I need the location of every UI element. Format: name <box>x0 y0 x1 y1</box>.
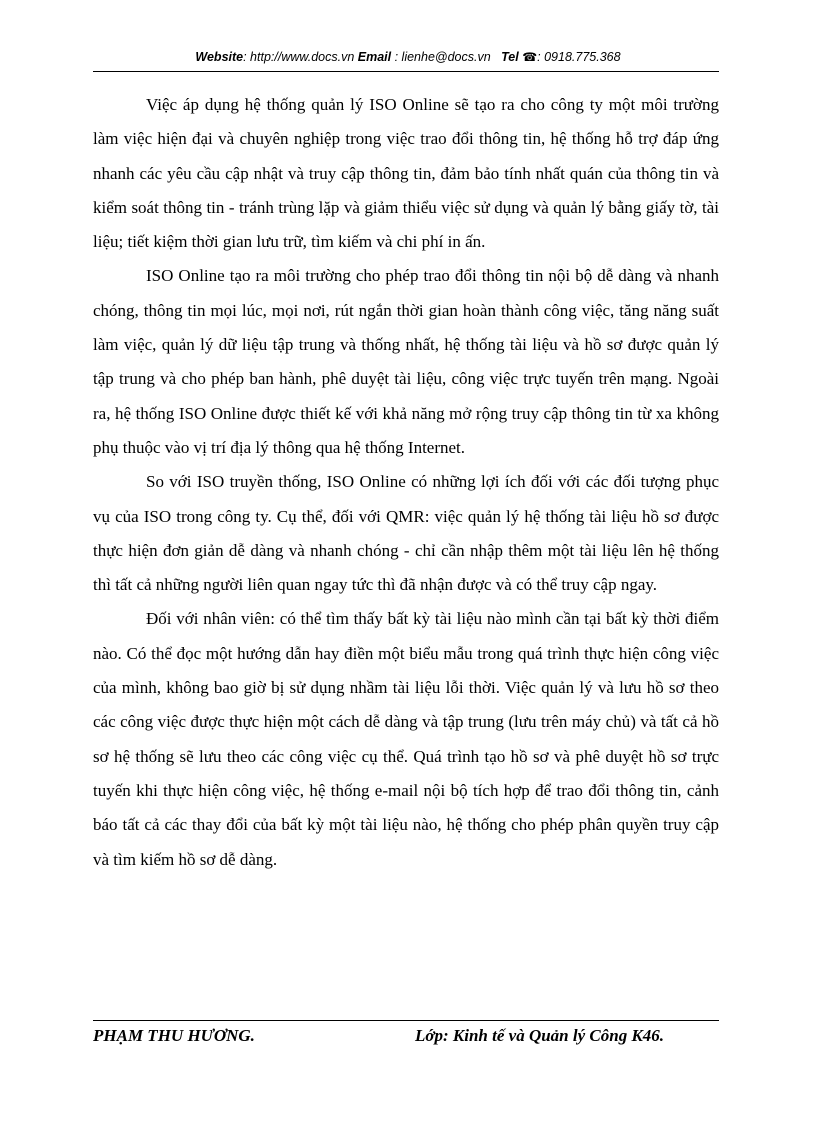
paragraph: Đối với nhân viên: có thể tìm thấy bất kỳ tài liệu nào mình cần tại bất kỳ thời điểm nào. Có thể đọc một hướng dẫn hay điền một biểu mẫu trong quá trình thực hiện công việc của mình, không bao giờ bị sử dụng nhầm tài liệu lỗi thời. Việc quản lý và lưu hồ sơ theo các công việc được thực hiện một cách dễ dàng và tập trung (lưu trên máy chủ) và tất cả hồ sơ hệ thống sẽ lưu theo các công việc cụ thể. Quá trình tạo hồ sơ và phê duyệt hồ sơ trực tuyến khi thực hiện công việc, hệ thống e-mail nội bộ tích hợp để trao đổi thông tin, cảnh báo tất cả các thay đổi của bất kỳ một tài liệu nào, hệ thống cho phép phân quyền truy cập và tìm kiếm hồ sơ dễ dàng. <box>93 609 719 869</box>
website-value[interactable]: : http://www.docs.vn <box>243 50 355 64</box>
footer-divider <box>93 1020 719 1021</box>
tel-label: Tel <box>501 50 519 64</box>
paragraph: ISO Online tạo ra môi trường cho phép trao đổi thông tin nội bộ dễ dàng và nhanh chóng, thông tin mọi lúc, mọi nơi, rút ngắn thời gian hoàn thành công việc, tăng năng suất làm việc, quản lý dữ liệu tập trung và thống nhất, hệ thống tài liệu và hồ sơ được quản lý tập trung và cho phép ban hành, phê duyệt tài liệu, công việc trực tuyến trên mạng. Ngoài ra, hệ thống ISO Online được thiết kế với khả năng mở rộng truy cập thông tin từ xa không phụ thuộc vào vị trí địa lý thông qua hệ thống Internet. <box>93 266 719 457</box>
footer-class-info: Lớp: Kinh tế và Quản lý Công K46. <box>415 1026 665 1045</box>
tel-value: : 0918.775.368 <box>537 50 621 64</box>
document-body <box>93 88 719 877</box>
page-header <box>0 50 816 64</box>
paragraph: So với ISO truyền thống, ISO Online có những lợi ích đối với các đối tượng phục vụ của ISO trong công ty. Cụ thể, đối với QMR: việc quản lý hệ thống tài liệu hồ sơ được thực hiện đơn giản dễ dàng và nhanh chóng - chỉ cần nhập thêm một tài liệu lên hệ thống thì tất cả những người liên quan ngay tức thì đã nhận được và có thể truy cập ngay. <box>93 472 719 595</box>
footer-author: PHẠM THU HƯƠNG. <box>93 1026 255 1045</box>
email-value[interactable]: : lienhe@docs.vn <box>394 50 491 64</box>
phone-icon: ☎ <box>522 50 538 64</box>
website-label: Website <box>195 50 244 64</box>
email-label: Email <box>357 50 392 64</box>
paragraph: Việc áp dụng hệ thống quản lý ISO Online sẽ tạo ra cho công ty một môi trường làm việc hiện đại và chuyên nghiệp trong việc trao đổi thông tin, hệ thống hỗ trợ đáp ứng nhanh các yêu cầu cập nhật và truy cập thông tin, đảm bảo tính nhất quán của thông tin và kiểm soát thông tin - tránh trùng lặp và giảm thiểu việc sử dụng và quản lý bằng giấy tờ, tài liệu; tiết kiệm thời gian lưu trữ, tìm kiếm và chi phí in ấn. <box>93 95 719 252</box>
header-divider <box>93 71 719 72</box>
